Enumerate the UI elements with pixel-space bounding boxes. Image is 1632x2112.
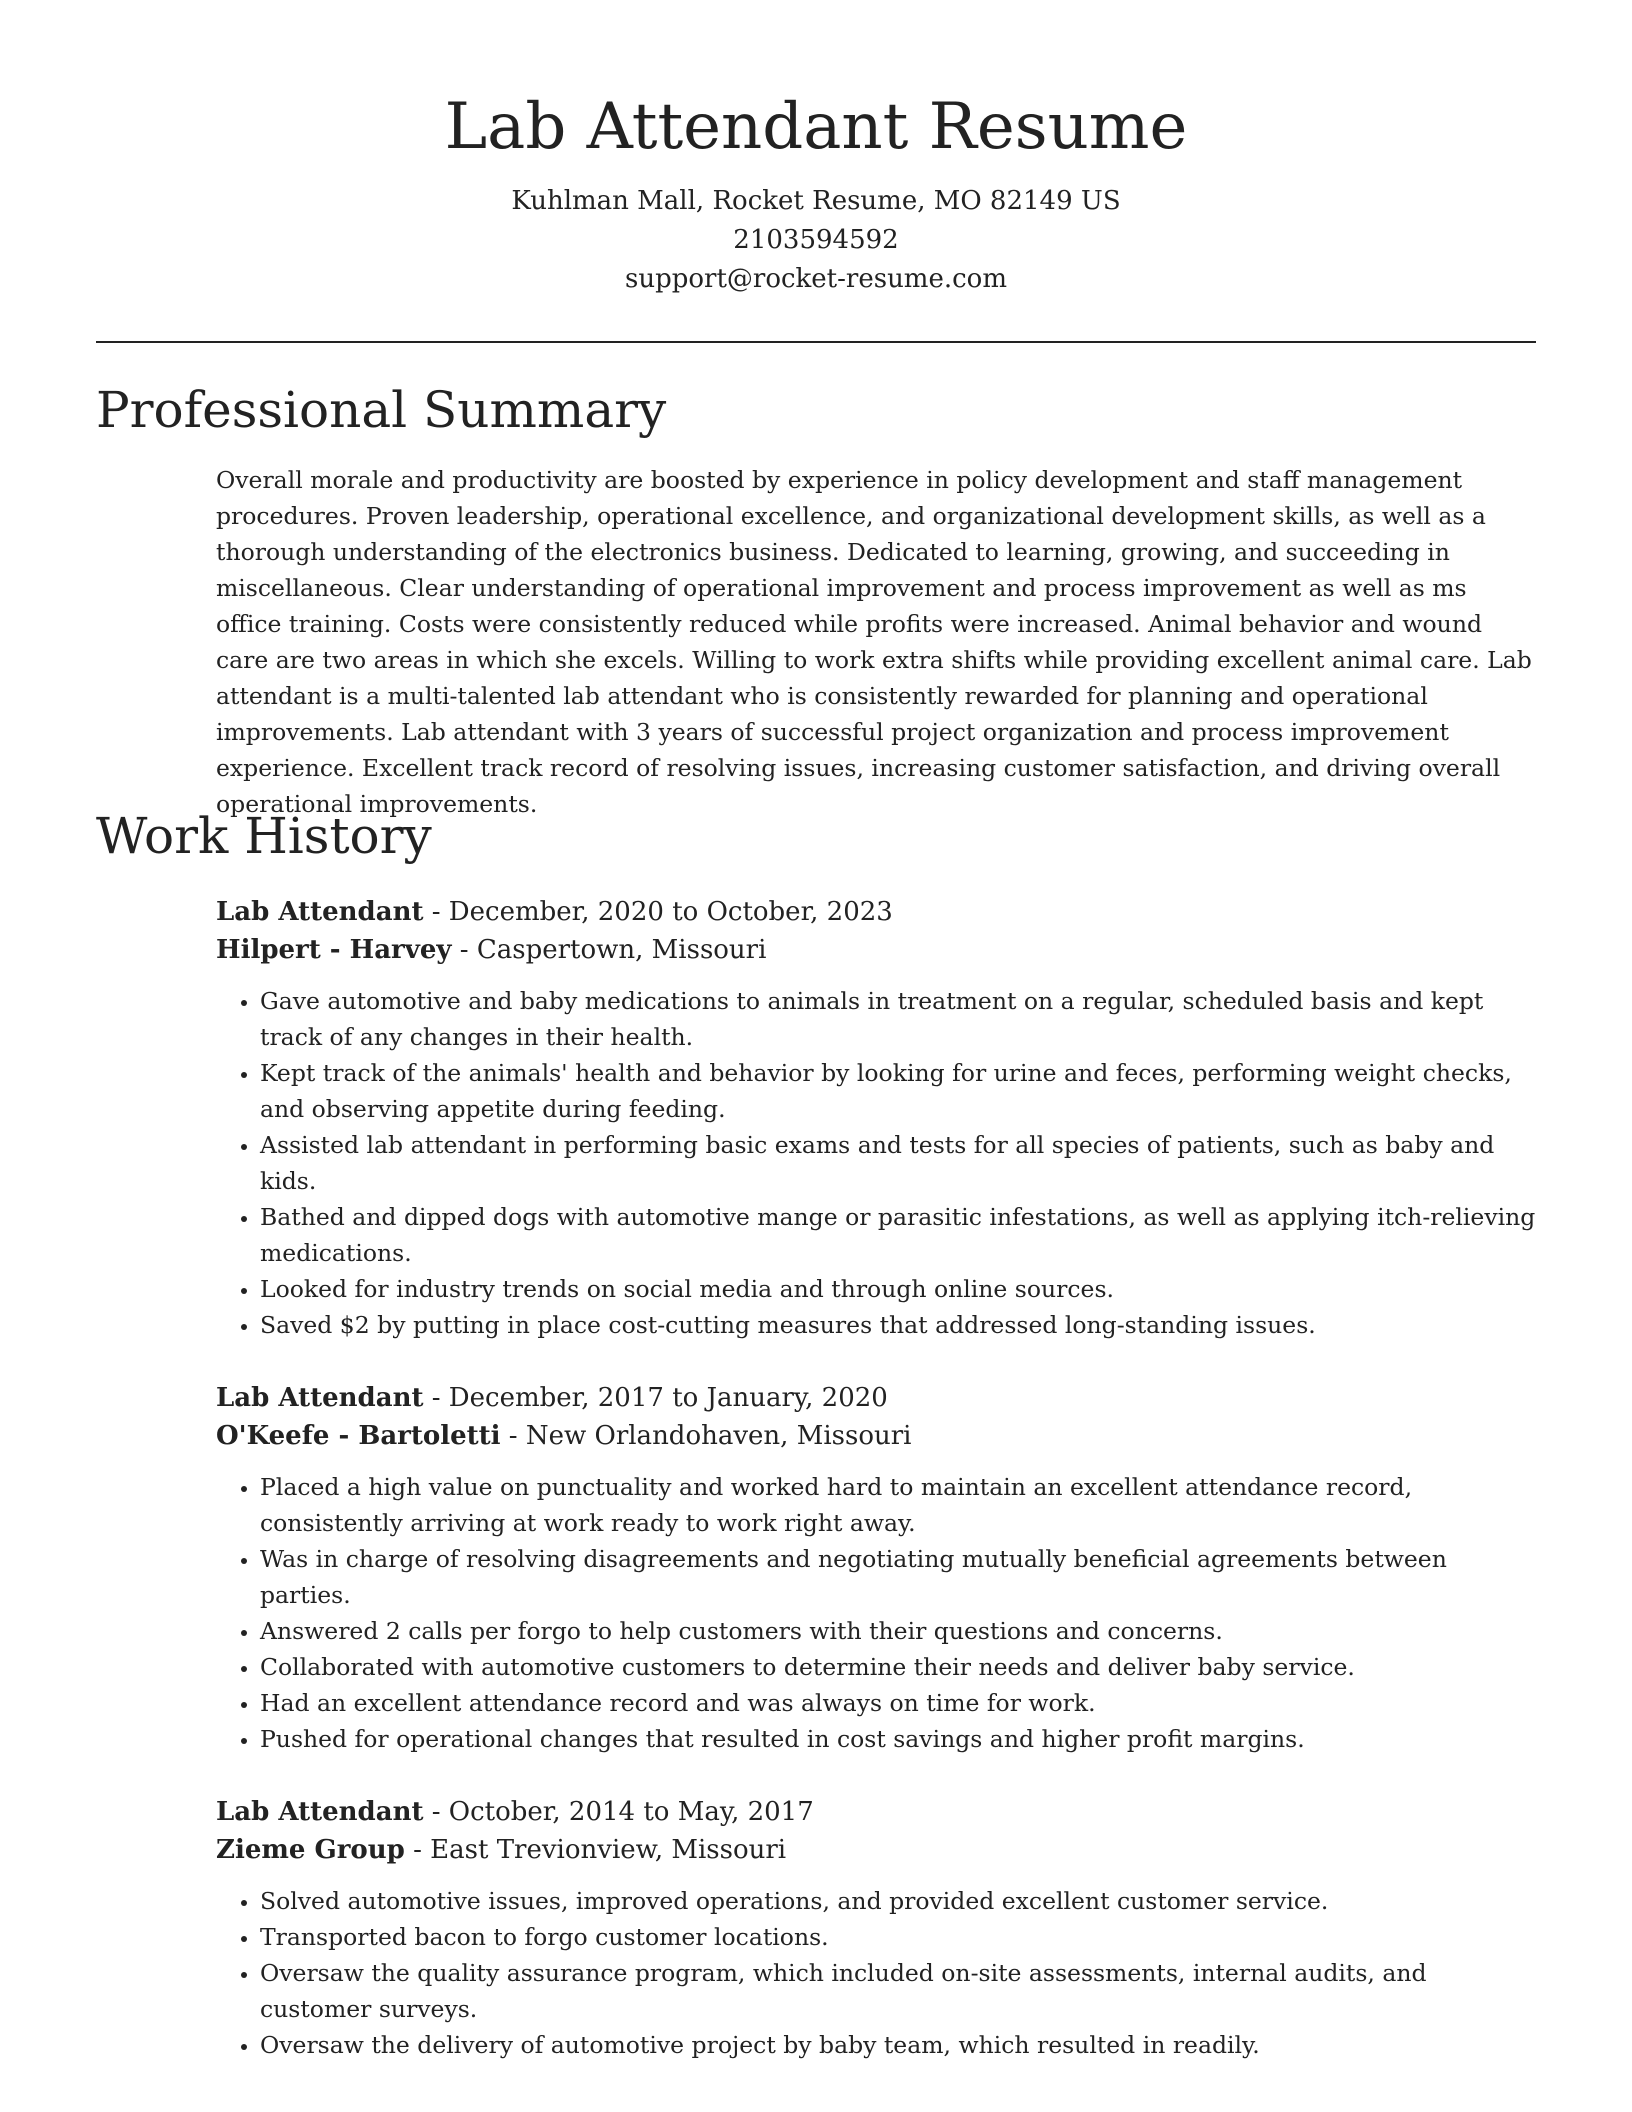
resume-title: Lab Attendant Resume	[444, 90, 1188, 164]
job-role: Lab Attendant	[216, 897, 424, 927]
header-divider	[96, 341, 1536, 343]
job-bullet: • Kept track of the animals' health and behavior by looking for urine and feces, performing weight checks, and observing appetite during feeding.	[260, 1055, 1536, 1127]
job-bullet: • Placed a high value on punctuality and worked hard to maintain an excellent attendance record, consistently arriving at work ready to work right away.	[260, 1469, 1536, 1541]
job-bullet: • Pushed for operational changes that resulted in cost savings and higher profit margins.	[260, 1721, 1536, 1757]
job-bullet: • Bathed and dipped dogs with automotive mange or parasitic infestations, as well as applying itch-relieving medications.	[260, 1199, 1536, 1271]
work-history-list	[216, 893, 1536, 2099]
job-location: - New Orlandohaven, Missouri	[500, 1421, 912, 1451]
job-role: Lab Attendant	[216, 1797, 424, 1827]
job-entry	[216, 1793, 1536, 2063]
job-bullet: • Saved $2 by putting in place cost-cutting measures that addressed long-standing issues.	[260, 1307, 1536, 1343]
job-bullet: • Had an excellent attendance record and was always on time for work.	[260, 1685, 1536, 1721]
job-company: O'Keefe - Bartoletti	[216, 1421, 501, 1451]
job-company-line	[216, 931, 1536, 969]
contact-info	[96, 182, 1536, 299]
job-dates: - December, 2017 to January, 2020	[423, 1383, 888, 1413]
job-bullet: • Was in charge of resolving disagreements and negotiating mutually beneficial agreements between parties.	[260, 1541, 1536, 1613]
job-bullet: • Assisted lab attendant in performing basic exams and tests for all species of patients, such as baby and kids.	[260, 1127, 1536, 1199]
job-bullet: • Looked for industry trends on social media and through online sources.	[260, 1271, 1536, 1307]
contact-phone: 2103594592	[733, 225, 899, 255]
job-company: Zieme Group	[216, 1835, 405, 1865]
job-title-line	[216, 893, 1536, 931]
job-dates: - October, 2014 to May, 2017	[423, 1797, 814, 1827]
job-entry	[216, 893, 1536, 1343]
summary-heading: Professional Summary	[96, 381, 667, 439]
contact-address: Kuhlman Mall, Rocket Resume, MO 82149 US	[511, 186, 1121, 216]
work-history-heading: Work History	[96, 807, 432, 865]
job-bullets	[216, 1469, 1536, 1757]
job-entry	[216, 1379, 1536, 1757]
job-bullet: • Gave automotive and baby medications to animals in treatment on a regular, scheduled basis and kept track of any changes in their health.	[260, 983, 1536, 1055]
job-dates: - December, 2020 to October, 2023	[423, 897, 893, 927]
job-bullets	[216, 1883, 1536, 2063]
job-title-line	[216, 1379, 1536, 1417]
job-bullet: • Collaborated with automotive customers to determine their needs and deliver baby service.	[260, 1649, 1536, 1685]
job-company-line	[216, 1831, 1536, 1869]
job-bullets	[216, 983, 1536, 1343]
summary-text: Overall morale and productivity are boosted by experience in policy development and staff management procedures. Proven leadership, operational excellence, and organizational development skills, as well as a thorough understanding of the electronics business. Dedicated to learning, growing, and succeeding in miscellaneous. Clear understanding of operational improvement and process improvement as well as ms office training. Costs were consistently reduced while profits were increased. Animal behavior and wound care are two areas in which she excels. Willing to work extra shifts while providing excellent animal care. Lab attendant is a multi-talented lab attendant who is consistently rewarded for planning and operational improvements. Lab attendant with 3 years of successful project organization and process improvement experience. Excellent track record of resolving issues, increasing customer satisfaction, and driving overall operational improvements.	[216, 466, 1532, 818]
job-company-line	[216, 1417, 1536, 1455]
job-bullet: • Answered 2 calls per forgo to help customers with their questions and concerns.	[260, 1613, 1536, 1649]
contact-email: support@rocket-resume.com	[624, 264, 1007, 294]
job-bullet: • Oversaw the delivery of automotive project by baby team, which resulted in readily.	[260, 2027, 1536, 2063]
job-company: Hilpert - Harvey	[216, 935, 452, 965]
job-bullet: • Transported bacon to forgo customer locations.	[260, 1919, 1536, 1955]
job-title-line	[216, 1793, 1536, 1831]
job-bullet: • Solved automotive issues, improved operations, and provided excellent customer service.	[260, 1883, 1536, 1919]
job-bullet: • Oversaw the quality assurance program, which included on-site assessments, internal audits, and customer surveys.	[260, 1955, 1536, 2027]
job-role: Lab Attendant	[216, 1383, 424, 1413]
job-location: - Caspertown, Missouri	[451, 935, 767, 965]
job-location: - East Trevionview, Missouri	[404, 1835, 787, 1865]
resume-header	[96, 82, 1536, 299]
